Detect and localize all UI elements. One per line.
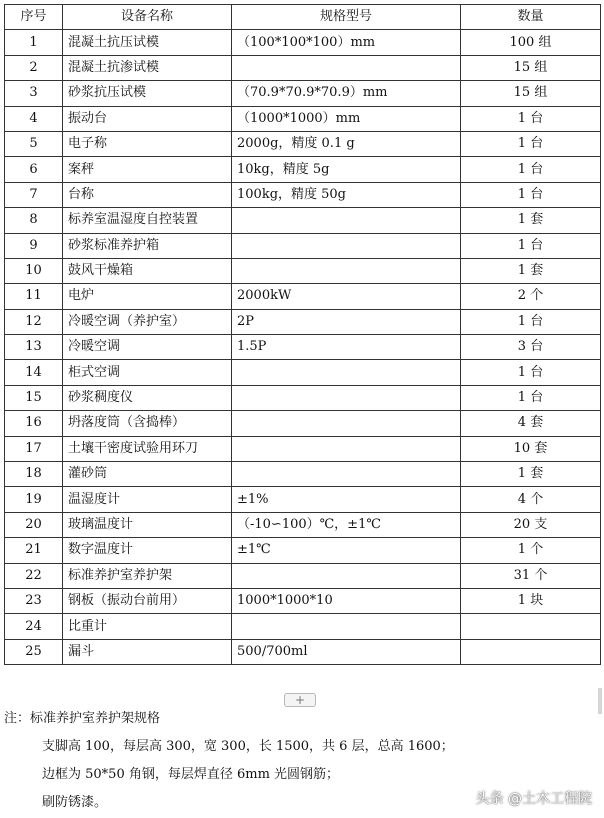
cell-name: 土壤干密度试验用环刀 (63, 436, 232, 461)
table-row (5, 81, 601, 106)
table-row (5, 131, 601, 156)
cell-spec: ±1% (232, 487, 461, 512)
cell-no: 6 (5, 157, 63, 182)
cell-spec (232, 258, 461, 283)
cell-spec (232, 233, 461, 258)
table-row (5, 208, 601, 233)
table-row (5, 309, 601, 334)
cell-spec (232, 411, 461, 436)
cell-qty: 1 台 (461, 233, 601, 258)
cell-qty: 1 套 (461, 462, 601, 487)
cell-no: 11 (5, 284, 63, 309)
cell-name: 漏斗 (63, 639, 232, 664)
cell-name: 振动台 (63, 106, 232, 131)
cell-spec: （100*100*100）mm (232, 30, 461, 55)
cell-spec (232, 462, 461, 487)
cell-spec (232, 563, 461, 588)
cell-name: 台称 (63, 182, 232, 207)
cell-no: 25 (5, 639, 63, 664)
header-qty: 数量 (461, 5, 601, 30)
cell-qty: 1 台 (461, 157, 601, 182)
cell-name: 比重计 (63, 614, 232, 639)
cell-name: 混凝土抗压试模 (63, 30, 232, 55)
header-spec: 规格型号 (232, 5, 461, 30)
cell-no: 13 (5, 335, 63, 360)
cell-no: 4 (5, 106, 63, 131)
cell-no: 3 (5, 81, 63, 106)
note-title: 注：标准养护室养护架规格 (4, 711, 161, 726)
cell-qty: 1 套 (461, 258, 601, 283)
table-row (5, 538, 601, 563)
cell-qty: 100 组 (461, 30, 601, 55)
cell-qty: 1 套 (461, 208, 601, 233)
table-row (5, 233, 601, 258)
cell-no: 2 (5, 55, 63, 80)
cell-spec (232, 614, 461, 639)
note-line-2: 边框为 50*50 角钢，每层焊直径 6mm 光圆钢筋； (42, 767, 340, 782)
cell-name: 玻璃温度计 (63, 512, 232, 537)
table-row (5, 512, 601, 537)
table-row (5, 614, 601, 639)
cell-spec: 1.5P (232, 335, 461, 360)
cell-no: 21 (5, 538, 63, 563)
header-no: 序号 (5, 5, 63, 30)
note-line-1: 支脚高 100，每层高 300，宽 300，长 1500，共 6 层，总高 1600； (42, 739, 454, 754)
cell-spec: （1000*1000）mm (232, 106, 461, 131)
table-row (5, 385, 601, 410)
cell-spec: 500/700ml (232, 639, 461, 664)
cell-name: 鼓风干燥箱 (63, 258, 232, 283)
table-row (5, 258, 601, 283)
cell-qty: 1 台 (461, 360, 601, 385)
table-row (5, 436, 601, 461)
cell-name: 案秤 (63, 157, 232, 182)
cell-qty: 4 个 (461, 487, 601, 512)
table-row (5, 30, 601, 55)
cell-spec: （-10∽100）℃，±1℃ (232, 512, 461, 537)
cell-no: 1 (5, 30, 63, 55)
cell-qty: 1 台 (461, 106, 601, 131)
cell-spec (232, 360, 461, 385)
cell-qty (461, 639, 601, 664)
cell-name: 冷暖空调（养护室） (63, 309, 232, 334)
cell-spec (232, 385, 461, 410)
cell-no: 18 (5, 462, 63, 487)
watermark: 头条 @土木工程院 (475, 791, 592, 807)
table-row (5, 182, 601, 207)
table-row (5, 563, 601, 588)
cell-spec (232, 208, 461, 233)
cell-no: 9 (5, 233, 63, 258)
cell-no: 17 (5, 436, 63, 461)
cell-name: 温湿度计 (63, 487, 232, 512)
cell-spec: 2000kW (232, 284, 461, 309)
cell-no: 22 (5, 563, 63, 588)
cell-spec: 100kg，精度 50g (232, 182, 461, 207)
equipment-table (4, 4, 601, 665)
table-row (5, 487, 601, 512)
cell-qty: 1 台 (461, 385, 601, 410)
cell-no: 14 (5, 360, 63, 385)
cell-name: 电炉 (63, 284, 232, 309)
cell-spec: 10kg，精度 5g (232, 157, 461, 182)
cell-no: 20 (5, 512, 63, 537)
cell-qty: 31 个 (461, 563, 601, 588)
cell-name: 冷暖空调 (63, 335, 232, 360)
cell-qty: 1 个 (461, 538, 601, 563)
cell-no: 23 (5, 588, 63, 613)
cell-name: 标准养护室养护架 (63, 563, 232, 588)
cell-no: 16 (5, 411, 63, 436)
cell-spec: ±1℃ (232, 538, 461, 563)
add-row-button[interactable]: + (284, 693, 316, 707)
note-line-3: 刷防锈漆。 (42, 795, 108, 810)
cell-name: 砂浆稠度仪 (63, 385, 232, 410)
table-row (5, 360, 601, 385)
header-name: 设备名称 (63, 5, 232, 30)
cell-qty: 15 组 (461, 81, 601, 106)
cell-name: 砂浆标准养护箱 (63, 233, 232, 258)
cell-qty: 2 个 (461, 284, 601, 309)
table-row (5, 284, 601, 309)
cell-no: 15 (5, 385, 63, 410)
cell-no: 12 (5, 309, 63, 334)
cell-no: 7 (5, 182, 63, 207)
table-row (5, 588, 601, 613)
cell-no: 5 (5, 131, 63, 156)
cell-name: 数字温度计 (63, 538, 232, 563)
table-row (5, 639, 601, 664)
table-row (5, 335, 601, 360)
cell-name: 砂浆抗压试模 (63, 81, 232, 106)
table-row (5, 462, 601, 487)
cell-name: 电子称 (63, 131, 232, 156)
cell-qty: 3 台 (461, 335, 601, 360)
table-row (5, 106, 601, 131)
cell-qty (461, 614, 601, 639)
cell-no: 10 (5, 258, 63, 283)
cell-qty: 4 套 (461, 411, 601, 436)
table-row (5, 55, 601, 80)
cell-spec: （70.9*70.9*70.9）mm (232, 81, 461, 106)
cell-spec (232, 55, 461, 80)
cell-spec: 2000g，精度 0.1 g (232, 131, 461, 156)
cell-qty: 15 组 (461, 55, 601, 80)
cell-name: 灌砂筒 (63, 462, 232, 487)
cell-no: 19 (5, 487, 63, 512)
cell-qty: 1 台 (461, 182, 601, 207)
cell-name: 柜式空调 (63, 360, 232, 385)
cell-spec: 2P (232, 309, 461, 334)
table-row (5, 411, 601, 436)
cell-qty: 20 支 (461, 512, 601, 537)
cell-no: 24 (5, 614, 63, 639)
cell-qty: 1 台 (461, 309, 601, 334)
cell-qty: 1 台 (461, 131, 601, 156)
cell-name: 钢板（振动台前用） (63, 588, 232, 613)
table-header-row (5, 5, 601, 30)
cell-name: 混凝土抗渗试模 (63, 55, 232, 80)
cell-name: 标养室温湿度自控装置 (63, 208, 232, 233)
cell-qty: 1 块 (461, 588, 601, 613)
cell-no: 8 (5, 208, 63, 233)
cell-name: 坍落度筒（含捣棒） (63, 411, 232, 436)
scrollbar-edge[interactable] (598, 688, 602, 714)
cell-spec: 1000*1000*10 (232, 588, 461, 613)
cell-spec (232, 436, 461, 461)
cell-qty: 10 套 (461, 436, 601, 461)
table-row (5, 157, 601, 182)
